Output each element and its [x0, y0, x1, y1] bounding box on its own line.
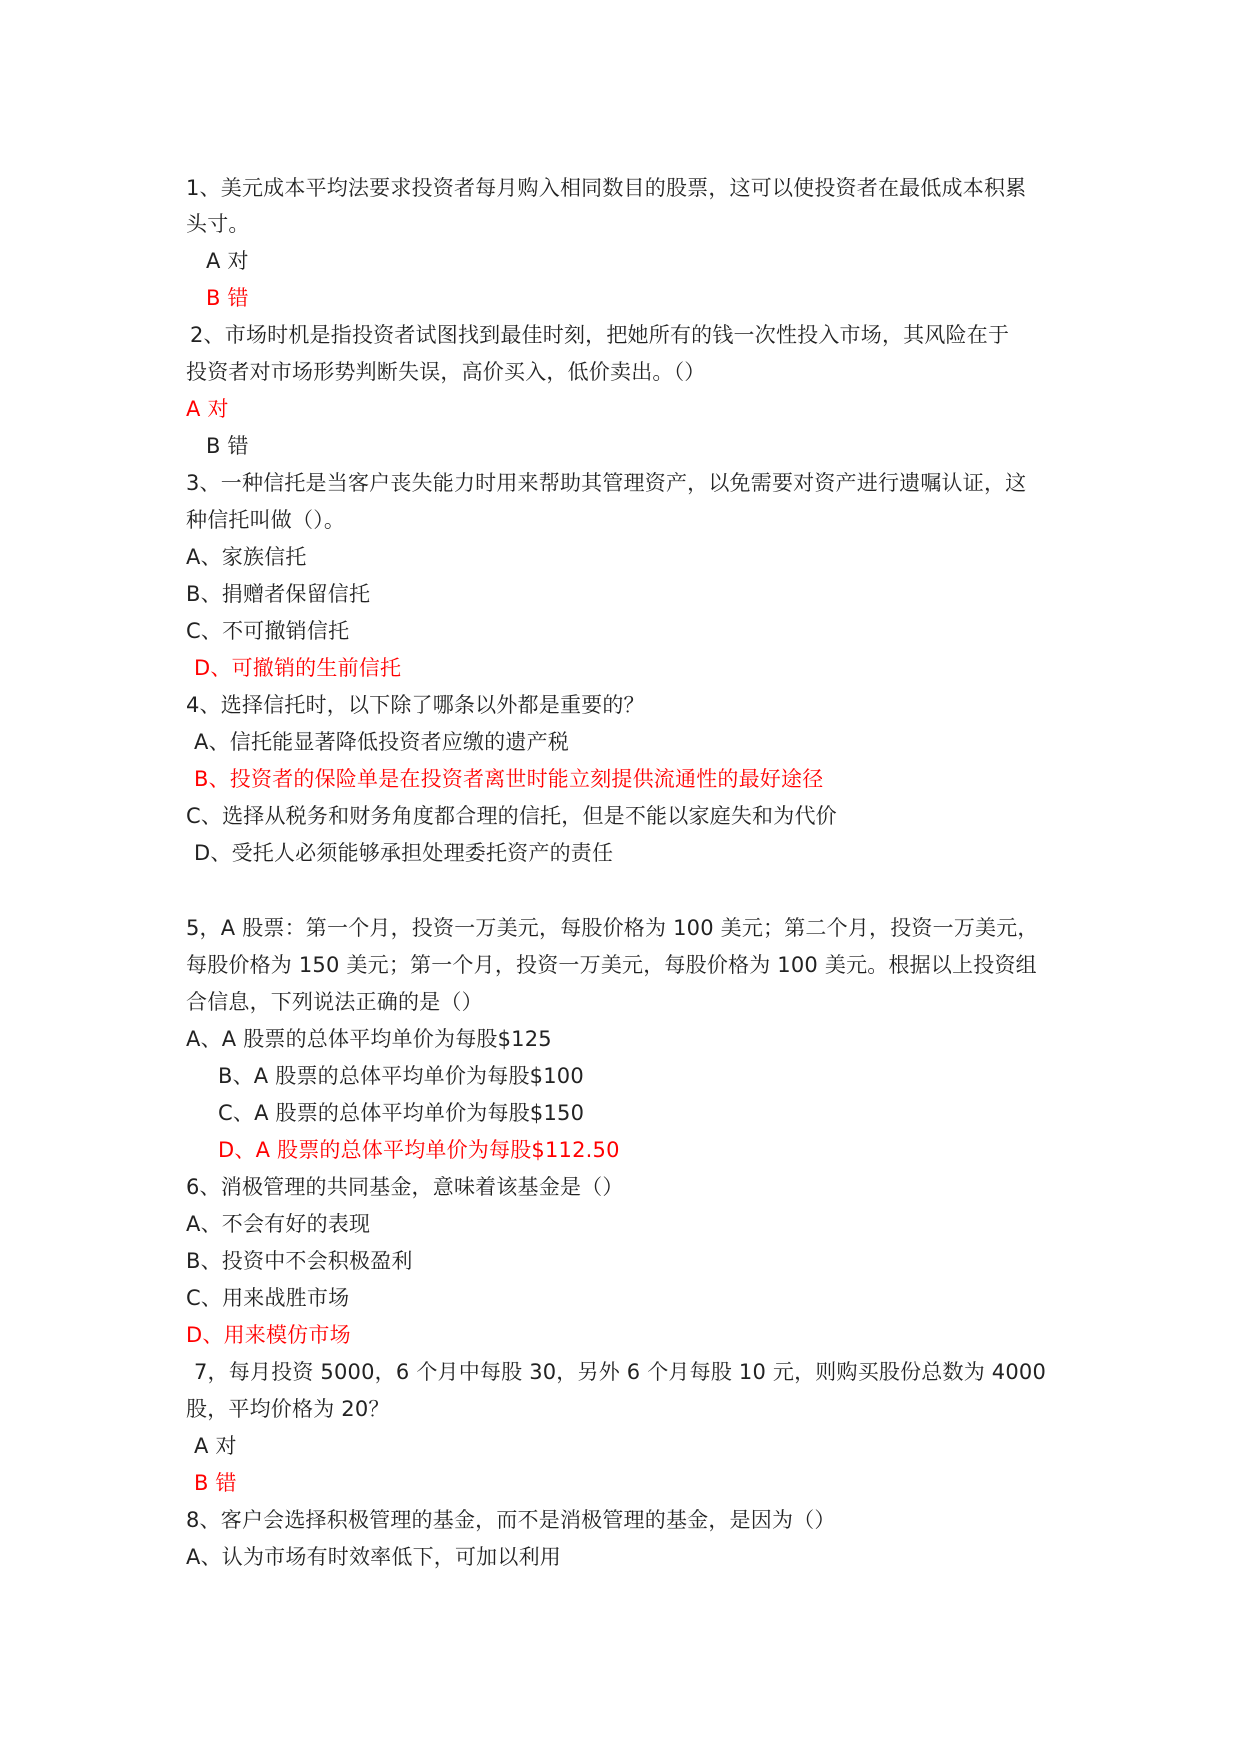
question-8-option-a: A、认为市场有时效率低下，可加以利用	[186, 1545, 561, 1569]
question-5-option-a: A、A 股票的总体平均单价为每股$125	[186, 1027, 552, 1051]
question-6-option-c: C、用来战胜市场	[186, 1286, 350, 1310]
question-6-text: 6、消极管理的共同基金，意味着该基金是（）	[186, 1175, 624, 1199]
question-5-option-b: B、A 股票的总体平均单价为每股$100	[218, 1064, 584, 1088]
question-3-text-line-2: 种信托叫做（）。	[186, 508, 346, 532]
question-3-text-line-1: 3、一种信托是当客户丧失能力时用来帮助其管理资产，以免需要对资产进行遗嘱认证，这	[186, 471, 1027, 495]
question-2-text-line-1: 2、市场时机是指投资者试图找到最佳时刻，把她所有的钱一次性投入市场，其风险在于	[190, 323, 1010, 347]
question-4-option-d: D、受托人必须能够承担处理委托资产的责任	[194, 841, 614, 865]
question-7-text-line-1: 7，每月投资 5000，6 个月中每股 30，另外 6 个月每股 10 元，则购买股份总数为 4000	[194, 1360, 1047, 1384]
question-2-option-a-answer: A 对	[186, 397, 229, 421]
question-7-option-b-answer: B 错	[194, 1471, 237, 1495]
question-3-option-d-answer: D、可撤销的生前信托	[194, 656, 402, 680]
question-2-text-line-2: 投资者对市场形势判断失误，高价买入，低价卖出。（）	[186, 360, 706, 384]
question-3-option-c: C、不可撤销信托	[186, 619, 350, 643]
question-4-option-b-answer: B、投资者的保险单是在投资者离世时能立刻提供流通性的最好途径	[194, 767, 824, 791]
question-5-option-c: C、A 股票的总体平均单价为每股$150	[218, 1101, 585, 1125]
question-5-option-d-answer: D、A 股票的总体平均单价为每股$112.50	[218, 1138, 620, 1162]
question-4-text: 4、选择信托时，以下除了哪条以外都是重要的？	[186, 693, 645, 717]
question-3-option-b: B、捐赠者保留信托	[186, 582, 371, 606]
question-6-option-a: A、不会有好的表现	[186, 1212, 371, 1236]
question-5-text-line-1: 5，A 股票：第一个月，投资一万美元，每股价格为 100 美元；第二个月，投资一万美元，	[186, 916, 1039, 940]
question-4-option-c: C、选择从税务和财务角度都合理的信托，但是不能以家庭失和为代价	[186, 804, 837, 828]
question-7-option-a: A 对	[194, 1434, 237, 1458]
question-6-option-b: B、投资中不会积极盈利	[186, 1249, 413, 1273]
question-7-text-line-2: 股，平均价格为 20？	[186, 1397, 390, 1421]
question-1-option-b-answer: B 错	[206, 286, 249, 310]
question-1-text-line-1: 1、美元成本平均法要求投资者每月购入相同数目的股票，这可以使投资者在最低成本积累	[186, 176, 1027, 200]
question-4-option-a: A、信托能显著降低投资者应缴的遗产税	[194, 730, 569, 754]
question-2-option-b: B 错	[206, 434, 249, 458]
question-5-text-line-3: 合信息，下列说法正确的是（）	[186, 990, 483, 1014]
question-1-text-line-2: 头寸。	[186, 212, 250, 236]
question-6-option-d-answer: D、用来模仿市场	[186, 1323, 351, 1347]
question-3-option-a: A、家族信托	[186, 545, 307, 569]
question-5-text-line-2: 每股价格为 150 美元；第一个月，投资一万美元，每股价格为 100 美元。根据以上投资组	[186, 953, 1037, 977]
question-1-option-a: A 对	[206, 249, 249, 273]
question-8-text: 8、客户会选择积极管理的基金，而不是消极管理的基金，是因为（）	[186, 1508, 836, 1532]
